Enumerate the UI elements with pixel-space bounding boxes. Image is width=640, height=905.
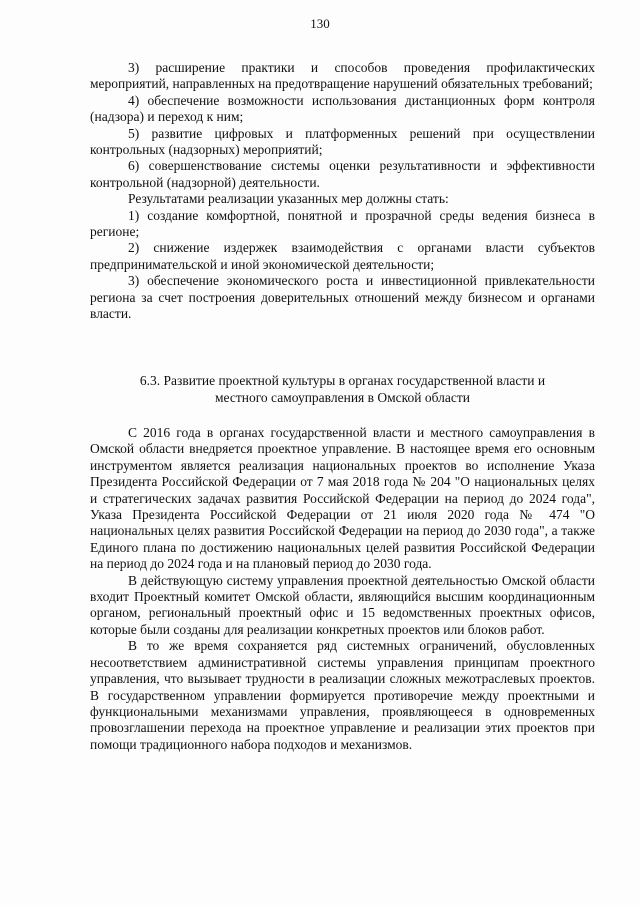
page-number: 130 xyxy=(310,16,330,31)
paragraph: Результатами реализации указанных мер должны стать: xyxy=(128,191,449,207)
paragraph: 5) развитие цифровых и платформенных решений при осуществлении контрольных (надзорных) мероприятий; xyxy=(90,125,595,158)
paragraph: В действующую систему управления проектной деятельностью Омской области входит Проектный комитет Омской области, являющийся высшим координационным органом, региональный проектный офис и 15 ведомственных проектных офисов, которые были созданы для реализации конкретных проектов или блоков работ. xyxy=(90,572,595,637)
section-body xyxy=(90,425,595,753)
section-heading-line: 6.3. Развитие проектной культуры в органах государственной власти и xyxy=(139,373,546,388)
section-heading xyxy=(90,372,595,406)
measures-list xyxy=(90,60,595,323)
paragraph: 4) обеспечение возможности использования дистанционных форм контроля (надзора) и переход к ним; xyxy=(90,92,595,125)
section-heading-line: местного самоуправления в Омской области xyxy=(214,390,471,405)
paragraph: 6) совершенствование системы оценки результативности и эффективности контрольной (надзорной) деятельности. xyxy=(90,158,595,190)
paragraph: С 2016 года в органах государственной власти и местного самоуправления в Омской области внедряется проектное управление. В настоящее время его основным инструментом является реализация национальных проектов во исполнение Указа Президента Российской Федерации от 7 мая 2018 года № 204 "О национальных целях и стратегических задачах развития Российской Федерации на период до 2024 года", Указа Президента Российской Федерации от 21 июля 2020 года № 474 "О национальных целях развития Российской Федерации на период до 2030 года", а также Единого плана по достижению национальных целей развития Российской Федерации на период до 2024 года и на плановый период до 2030 года. xyxy=(90,425,595,572)
paragraph: 1) создание комфортной, понятной и прозрачной среды ведения бизнеса в регионе; xyxy=(90,207,595,240)
paragraph: 3) обеспечение экономического роста и инвестиционной привлекательности региона за счет построения доверительных отношений между бизнесом и органами власти. xyxy=(90,273,595,322)
paragraph: В то же время сохраняется ряд системных ограничений, обусловленных несоответствием административной системы управления принципам проектного управления, что вызывает трудности в реализации сложных межотраслевых проектов. В государственном управлении формируется противоречие между проектными и функциональными механизмами управления, проявляющееся в одновременных провозглашении перехода на проектное управление и реализации этих проектов при помощи традиционного набора подходов и механизмов. xyxy=(90,638,595,752)
paragraph: 2) снижение издержек взаимодействия с органами власти субъектов предпринимательской и иной экономической деятельности; xyxy=(90,240,595,272)
paragraph: 3) расширение практики и способов проведения профилактических мероприятий, направленных на предотвращение нарушений обязательных требований; xyxy=(90,60,595,92)
